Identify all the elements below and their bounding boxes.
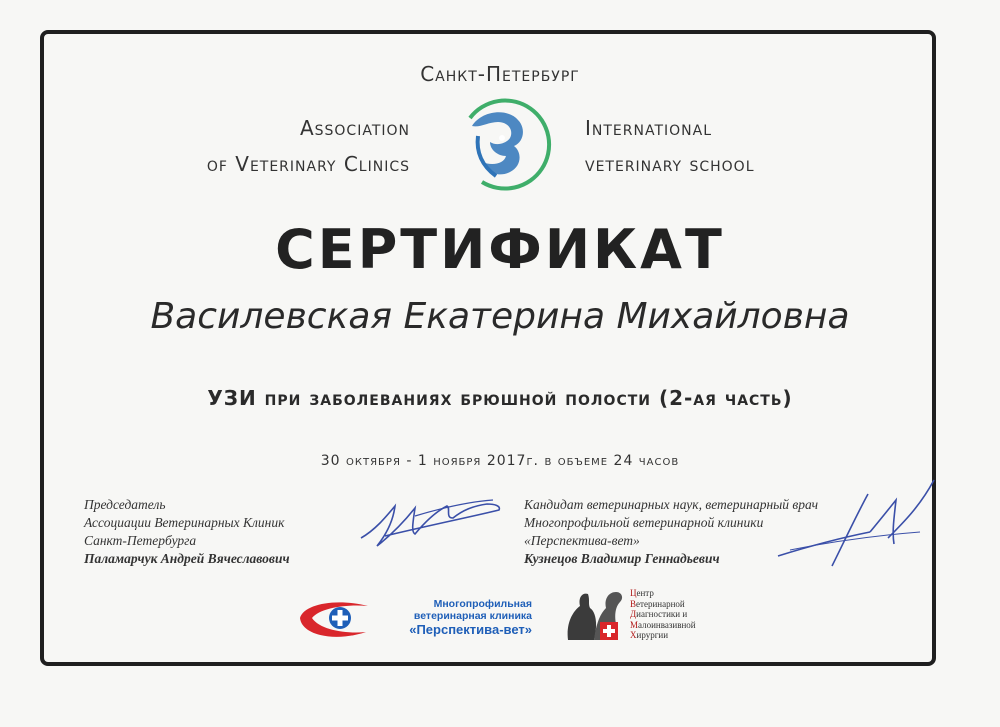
clinic-logo-icon: [296, 596, 376, 642]
dog-cat-logo-icon: [560, 584, 630, 644]
center-line-1-rest: ентр: [636, 588, 654, 598]
center-line-4-rest: алоинвазивной: [638, 619, 696, 630]
right-organization: [585, 110, 755, 182]
city-heading: Санкт-Петербург: [420, 62, 580, 86]
left-signatory-line-3: Санкт-Петербурга: [84, 533, 197, 548]
left-organization: [207, 110, 410, 182]
left-signatory-line-1: Председатель: [84, 497, 166, 512]
center-line-4-initial: М: [630, 619, 639, 630]
left-signatory-line-2: Ассоциации Ветеринарных Клиник: [84, 515, 285, 530]
center-line-2: [630, 599, 696, 610]
center-line-1-initial: Ц: [630, 588, 637, 598]
center-line-4: [630, 620, 696, 631]
left-signatory-name: Паламарчук Андрей Вячеславович: [84, 551, 290, 566]
left-signature-icon: [355, 488, 505, 558]
center-line-1: [630, 588, 696, 599]
course-title: УЗИ при заболеваниях брюшной полости (2-ая часть): [207, 386, 793, 410]
center-line-5-initial: Х: [630, 630, 637, 640]
center-line-3: [630, 609, 696, 620]
left-signatory: [84, 496, 290, 568]
center-line-3-rest: иагностики и: [636, 609, 688, 619]
center-line-5: [630, 630, 696, 641]
recipient-name: Василевская Екатерина Михайловна: [150, 296, 850, 337]
right-org-line-1: International: [585, 116, 713, 140]
clinic-line-3: «Перспектива-вет»: [409, 622, 532, 637]
center-line-2-rest: етеринарной: [636, 598, 685, 609]
center-line-3-initial: Д: [630, 609, 637, 619]
clinic-line-1: Многопрофильная: [433, 598, 532, 610]
right-signatory-line-2: Многопрофильной ветеринарной клиники: [524, 515, 764, 530]
right-signatory-name: Кузнецов Владимир Геннадьевич: [524, 551, 720, 566]
right-signatory-line-3: «Перспектива-вет»: [524, 533, 640, 548]
left-org-line-2: of Veterinary Clinics: [206, 152, 410, 176]
center-name: [630, 588, 696, 641]
left-org-line-1: Association: [299, 116, 410, 140]
course-dates: 30 октября - 1 ноября 2017г. в объеме 24 часов: [320, 453, 680, 469]
center-line-5-rest: ирургии: [636, 630, 669, 640]
right-signatory-line-1: Кандидат ветеринарных наук, ветеринарный врач: [524, 497, 819, 512]
clinic-name: [372, 598, 532, 638]
right-org-line-2: veterinary school: [585, 152, 755, 176]
association-logo-icon: [452, 96, 552, 196]
center-line-2-initial: В: [630, 598, 637, 609]
certificate-title: СЕРТИФИКАТ: [275, 218, 725, 281]
right-signature-icon: [770, 470, 940, 580]
clinic-line-2: ветеринарная клиника: [413, 610, 532, 622]
